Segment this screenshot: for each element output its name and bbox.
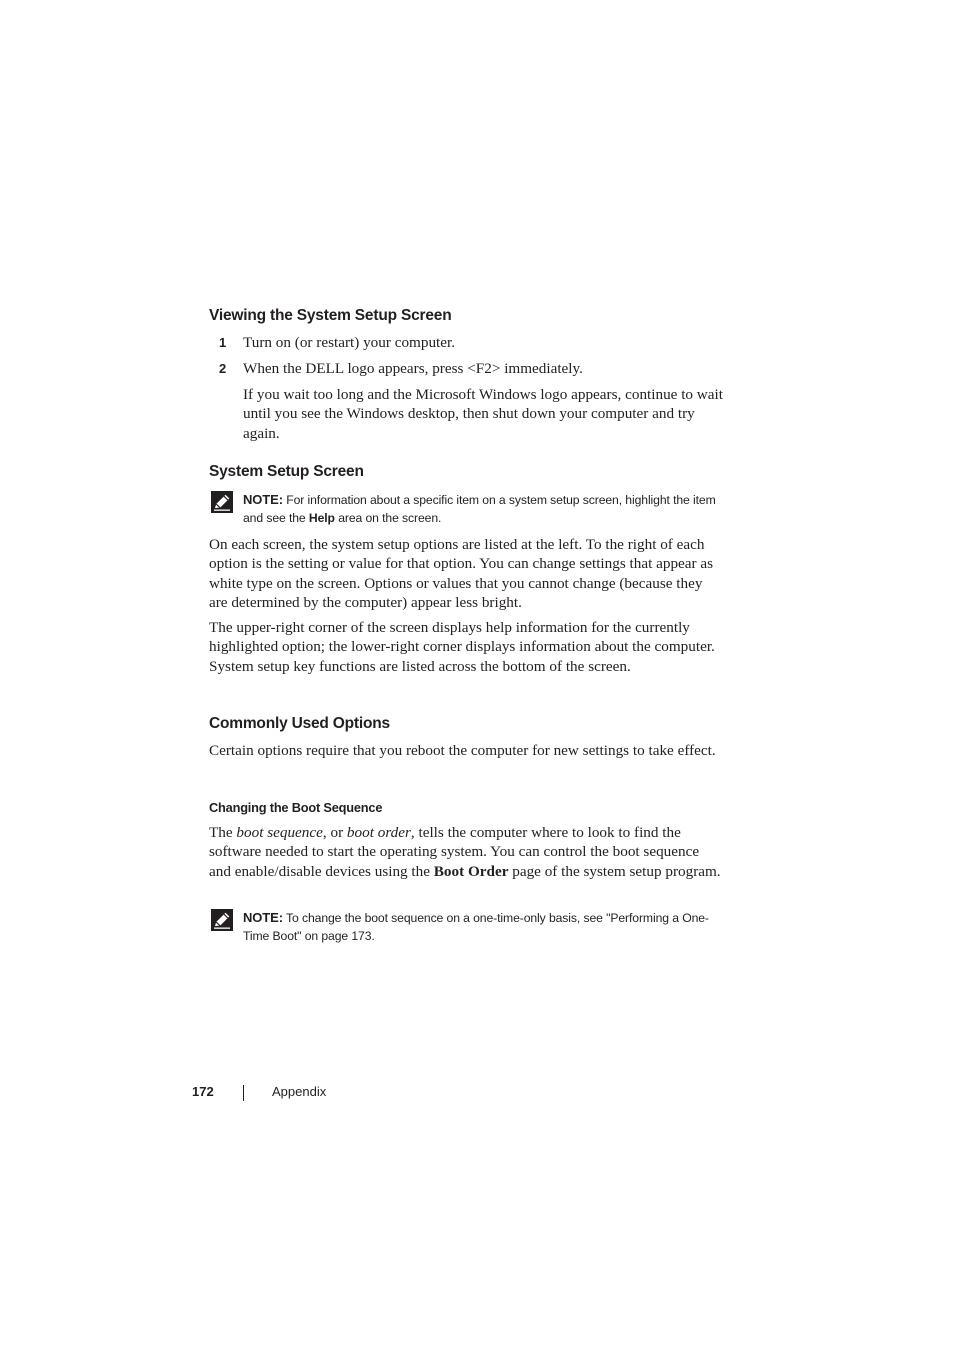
note-one-time-boot: [209, 909, 724, 949]
footer-section-title: Appendix: [272, 1084, 327, 1099]
note-help-term: Help: [308, 511, 335, 525]
note-text: [243, 909, 724, 945]
heading-system-setup-screen: System Setup Screen: [209, 463, 364, 480]
boot-text-1: The: [209, 824, 237, 841]
subheading-boot-sequence: Changing the Boot Sequence: [209, 800, 383, 815]
boot-order-term: Boot Order: [433, 862, 509, 880]
note-help: [209, 491, 724, 531]
footer-divider: [243, 1085, 244, 1101]
paragraph-screen-corners: The upper-right corner of the screen displays help information for the currently highlighted option; the lower-right corner displays information about the computer. System setup key functions are listed across the bottom of the screen.: [209, 619, 715, 675]
note-pencil-icon: [211, 491, 233, 513]
step-text: Turn on (or restart) your computer.: [243, 334, 456, 351]
note-label: NOTE:: [243, 910, 283, 925]
page-number: 172: [192, 1084, 214, 1099]
step-2-continuation: If you wait too long and the Microsoft Windows logo appears, continue to wait until you see the Windows desktop, then shut down your computer and try again.: [243, 386, 723, 442]
note-text: [243, 491, 724, 527]
paragraph-screen-options: On each screen, the system setup options are listed at the left. To the right of each option is the setting or value for that option. You can change settings that appear as white type on the screen. Options or values that you cannot change (because they are determined by the computer) appear less bright.: [209, 536, 714, 612]
boot-text-2: , or: [322, 824, 347, 841]
note-pencil-icon: [211, 909, 233, 931]
step-text: When the DELL logo appears, press <F2> immediately.: [243, 360, 583, 377]
step-number: 2: [219, 361, 227, 376]
paragraph-reboot: Certain options require that you reboot the computer for new settings to take effect.: [209, 742, 716, 759]
paragraph-boot-sequence: [209, 823, 724, 881]
note-text-after: area on the screen.: [334, 511, 442, 525]
heading-commonly-used-options: Commonly Used Options: [209, 715, 390, 732]
note-text-before: For information about a specific item on a system setup screen, highlight the item and see the: [243, 493, 716, 525]
boot-text-4: page of the system setup program.: [508, 862, 721, 880]
boot-term-order: boot order: [346, 824, 411, 841]
step-number: 1: [219, 335, 227, 350]
note-label: NOTE:: [243, 492, 283, 507]
boot-text-3: , tells the computer where to look to find the software needed to start the operating system. You can control the boot sequence and enable/disable devices using the: [209, 824, 700, 880]
note-text-body: To change the boot sequence on a one-time-only basis, see "Performing a One-Time Boot" on page 173.: [243, 911, 709, 943]
boot-term-sequence: boot sequence: [236, 824, 323, 841]
heading-viewing-system-setup: Viewing the System Setup Screen: [209, 307, 452, 324]
